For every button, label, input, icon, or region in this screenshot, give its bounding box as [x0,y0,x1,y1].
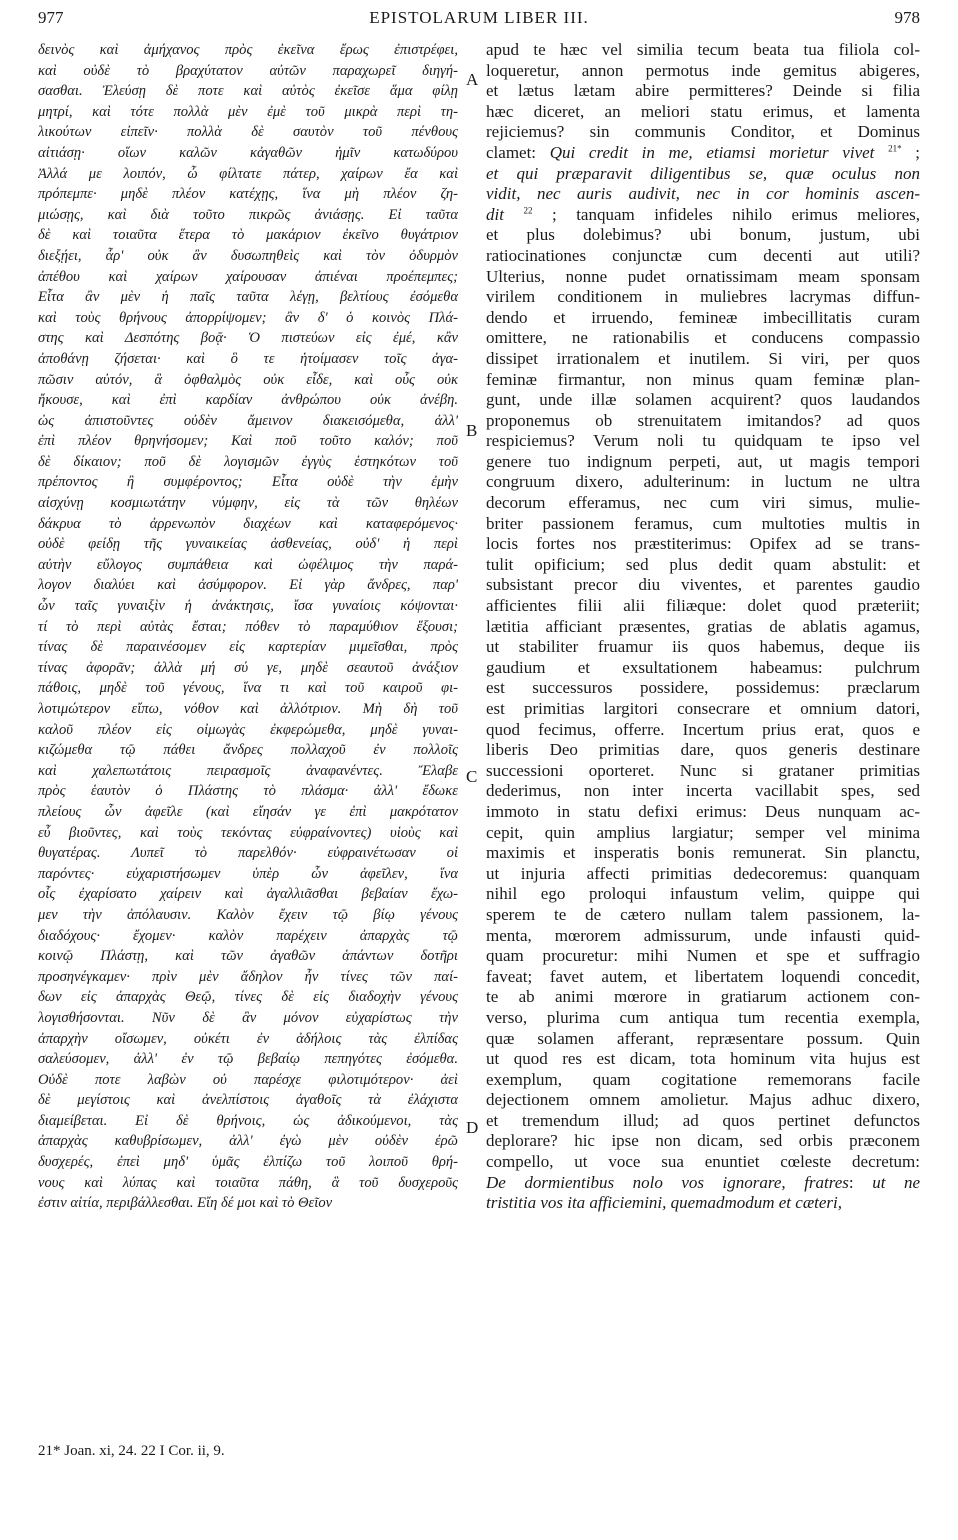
greek-line: αἰτιάσῃ· οἵων καλῶν κἀγαθῶν ἡμῖν κατωδύρου [38,144,458,161]
greek-line: πλείους ὧν ἀφεῖλε (καὶ εἴησάν γε ἐπὶ μακρότατον [38,803,458,820]
greek-line: Ἀλλά με λοιπόν, ὦ φίλτατε πάτερ, χαίρων ἔα καὶ [38,165,458,182]
latin-line: est primitias largitori consecrare et omnium datori, [486,699,920,718]
greek-line: ἐπὶ πλέον θρηνήσομεν; Καὶ ποῦ τοῦτο καλόν; ποῦ [38,433,458,450]
greek-line: νους καὶ λύπας καὶ τοιαῦτα πάθη, ἃ τοῦ δυσχεροῦς [38,1174,458,1191]
latin-line: gunt, unde illæ solamen acquirent? quos laudandos [486,390,920,410]
latin-line: dissipet irrationalem et inutilem. Si viri, per quos [486,348,920,368]
latin-line: quæ solamen afferant, repræsentare possum. Quin [486,1028,920,1048]
latin-line: locis fortes nos præstiterimus: Opifex ad se trans- [486,534,920,554]
greek-line: ὧν ταῖς γυναιξὶν ἡ ἀνάκτησις, ἴσα γυναίοις κόψονται· [38,598,458,615]
greek-line: καὶ τοὺς θρήνους ἀπορρίψομεν; ἂν δ' ὁ κοινὸς Πλά- [38,309,458,326]
greek-line: παρόντες· εὐχαριστήσωμεν ὑπὲρ ὧν ἀφεῖλεν, ἵνα [38,865,458,882]
greek-line: πρέποντος ἢ συμφέροντος; Εἶτα οὐδὲ τὴν ἐμὴν [38,474,458,491]
greek-line: ἀπέθου καὶ χαίρων χαίρουσαν ἀπιέναι προέπεμπες; [38,268,458,285]
latin-column [486,40,920,1214]
latin-line: Ulterius, nonne pudet ornatissimam meam sponsam [486,266,920,286]
latin-line: congruum dixero, adulterinum: in luctum ne ultra [486,472,920,492]
greek-line: ἀποθάνῃ ζήσεται· καὶ ὃ τε ἡτοίμασεν τοῖς ἀγα- [38,350,458,367]
latin-line: genere tuo indignum perpeti, aut, ut magis tempori [486,451,920,471]
latin-line: faveat; favet autem, et libertatem loquendi concedit, [486,966,920,986]
latin-line: verso, plurima cum antiqua tum recentia exempla, [486,1007,920,1027]
greek-line: ὡς ἀπιστοῦντες οὐδὲν ἄμεινον διακεισόμεθα, ἀλλ' [38,412,458,429]
greek-line: προσηνέγκαμεν· πρὶν μὲν ἄδηλον ἦν τίνες τῶν παί- [38,968,458,985]
latin-line: ratiocinationes conjunctæ cum decenti aut utili? [486,245,920,265]
greek-line: λογον διαλύει καὶ ἀσύμφορον. Εἰ γὰρ ἄνδρες, παρ' [38,577,458,594]
margin-letter-d: D [466,1118,479,1137]
greek-line: δὲ δίκαιον; ποῦ δὲ λογισμῶν ἐγγὺς ἑστηκότων τοῦ [38,453,458,470]
latin-line: ut stabiliter fruamur iis quos habemus, deque iis [486,637,920,657]
latin-line: dendo et irruendo, femineæ imbecillitatis curam [486,307,920,327]
greek-line: αὐτὴν εὔλογος συμπάθεια καὶ ὠφέλιμος τὴν παρά- [38,556,458,573]
latin-line: ut quod res est dicam, tota hominum vita hujus est [486,1049,920,1069]
latin-line: tulit opificium; sed plus dedit quam abstulit: et [486,554,920,574]
greek-line: δὲ καὶ τοιαῦτα ἕτερα τὸ μακάριον ἐκεῖνο θυγάτριον [38,227,458,244]
latin-line: sperem te de cætero nullam talem passionem, la- [486,904,920,924]
greek-line: κιζώμεθα τῷ πάθει ἄνδρες πολλαχοῦ ἐν πολλοῖς [38,742,458,759]
latin-line: vidit, nec auris audivit, nec in cor hominis ascen- [486,184,920,204]
page-number-right: 978 [894,8,920,27]
greek-line: δυσχερές, ἐπεὶ μηδ' ὑμᾶς ἐλπίζω τοῦ λοιποῦ θρή- [38,1154,458,1171]
greek-line: οὐδὲ φείδῃ τῆς γυναικείας ἀσθενείας, οὐδ' ἡ περὶ [38,536,458,553]
latin-line: ut injuria affecti primitias dedecoremus: quanquam [486,863,920,883]
latin-line: afficientes filii alii filiæque: dolet quod præteriit; [486,596,920,616]
latin-line: liberis Deo primitias dare, quos generis destinare [486,740,920,760]
latin-line: rejiciemus? sin communis Conditor, et Dominus [486,122,920,142]
greek-line: δων εἰς ἀπαρχὰς Θεῷ, τίνες δὲ εἰς διαδοχὴν γένους [38,989,458,1006]
latin-line: et lætus lætam abire permitteres? Deinde si filia [486,81,920,101]
latin-line: tristitia vos ita afficiemini, quemadmodum et cæteri, [486,1193,843,1213]
latin-line: omittere, ne rationabilis et conducens compassio [486,328,920,348]
greek-line: ἐστιν αἰτία, περιβάλλεσθαι. Εἴη δέ μοι καὶ τὸ Θεῖον [38,1195,333,1212]
greek-line: μητρί, καὶ τότε πολλὰ μὲν ἐμὲ τοῦ μικρὰ περὶ τη- [38,103,458,120]
greek-line: δάκρυα τὸ ἀρρενωπὸν διαχέων καὶ καταφερόμενος· [38,515,458,532]
greek-line: ἀπαρχὴν οἴσωμεν, οὐκέτι ἐν ἀδήλοις τὰς ἐλπίδας [38,1030,458,1047]
greek-line: οἷς ἐχαρίσατο χαίρειν καὶ ἀγαλλιᾶσθαι βεβαίαν ἔχω- [38,886,458,903]
greek-line: σαλεύσομεν, ἀλλ' ἐν τῷ βεβαίῳ πεπηγότες ἐσόμεθα. [38,1051,458,1068]
latin-line: virilem conditionem in muliebres lacrymas diffun- [486,287,920,307]
latin-line: exemplum, quam cogitatione rememorans facile [486,1069,920,1089]
latin-line: decorum efferamus, nec cum viri simus, mulie- [486,493,920,513]
greek-line: διαμείβεται. Εἰ δὲ θρήνοις, ὡς ἀδικούμενοι, τὰς [38,1112,458,1129]
latin-line: maximis et insperatis bonis remunerat. Sin planctu, [486,843,920,863]
latin-line: quod fecimus, offerre. Incertum prius erat, quos e [486,719,920,739]
margin-letter-c: C [466,767,478,786]
latin-line: hæc diceret, an meliori statu erimus, et lamenta [486,101,920,121]
latin-line: est successuros possidere, possidemus: præclarum [486,678,920,698]
greek-line: ἀπαρχὰς καθυβρίσωμεν, ἀλλ' ἐγὼ μὲν οὐδὲν ἐρῶ [38,1133,458,1150]
latin-line: te ab animi mœrore in gratiarum actionem con- [486,987,920,1007]
latin-line: De dormientibus nolo vos ignorare, fratres: ut ne [486,1172,920,1192]
greek-line: πρὸς ἑαυτὸν ὁ Πλάστης τὸ πλάσμα· ἀλλ' ἔδωκε [38,783,458,800]
latin-line: menta, mœrorem admissurum, unde infausti quid- [486,925,920,945]
latin-line: loqueretur, annon permotus inde gemitus abigeres, [486,60,920,80]
latin-line: proponemus ob strenuitatem imitandos? ad quos [486,410,920,430]
latin-line: feminæ firmantur, non minus quam feminæ plan- [486,369,920,389]
greek-line: τίνας ἀφορᾶν; ἀλλὰ μή σύ γε, μηδὲ σεαυτοῦ ἀνάξιον [38,659,458,676]
greek-line: σασθαι. Ἐλεύσῃ δὲ ποτε καὶ αὐτὸς ἐκεῖσε ἅμα φίλῃ [38,83,458,100]
margin-letter-a: A [466,70,479,89]
greek-line: μεν τὴν ἀπόλαυσιν. Καλὸν ἔχειν τῷ βίῳ γένους [38,906,458,923]
greek-line: καὶ χαλεπωτάτοις πειρασμοῖς ἀναφανέντες. Ἔλαβε [38,762,458,779]
latin-line: subsistant precor diu viventes, et parentes gaudio [486,575,920,595]
latin-line: successioni oporteret. Nunc si grataner primitias [486,760,920,780]
greek-line: καλοῦ πλέον εἰς οἰμωγὰς ἐκφερώμεθα, μηδὲ γυναι- [38,721,458,738]
latin-line: apud te hæc vel similia tecum beata tua filiola col- [486,40,920,59]
greek-line: πῶσιν αὐτόν, ἃ ὀφθαλμὸς οὐκ εἶδε, καὶ οὖς οὐκ [38,371,458,388]
greek-line: θυγατέρας. Λυπεῖ τὸ παρελθόν· εὐφραινέτωσαν οἱ [38,845,458,862]
footnote: 21* Joan. xi, 24. 22 I Cor. ii, 9. [38,1443,225,1459]
greek-line: μιώσῃς, καὶ διὰ τοῦτο πικρῶς ἀνιάσῃς. Εἰ ταῦτα [38,206,458,223]
page-number-left: 977 [38,8,64,27]
latin-line: compello, ut voce sua enuntiet cœleste decretum: [486,1152,920,1172]
latin-line: et tremendum illud; ad quos pertinet defunctos [486,1110,920,1130]
greek-line: τίνας δὲ παραινέσομεν εἰς καρτερίαν μιμεῖσθαι, πρὸς [38,639,458,656]
greek-line: λικούτων εἰπεῖν· πολλὰ δὲ σαυτὸν τοῦ πένθους [38,124,458,141]
greek-line: Εἶτα ἂν μὲν ἡ παῖς ταῦτα λέγῃ, βελτίους ἐσόμεθα [38,289,458,306]
greek-column [38,40,458,1214]
greek-line: κοινῷ Πλάστῃ, καὶ τῶν ἀγαθῶν ἁπάντων δοτῆρι [38,948,458,965]
latin-line: deplorare? hic ipse non dicam, sed orbis præconem [486,1131,920,1151]
latin-line: lætitia afficiant præsentes, gratias de ablatis agamus, [486,616,920,636]
latin-line: et plus dolebimus? ubi bonum, justum, ubi [486,225,920,245]
latin-line: et qui præparavit diligentibus se, quæ oculus non [486,163,920,183]
greek-line: τί τὸ περὶ αὐτὰς ἔσται; πόθεν τὸ παραμύθιον ἕξουσι; [38,618,458,635]
latin-line: dejectionem omnem amolietur. Majus adhuc dixero, [486,1090,920,1110]
latin-line: nihil ego proloqui infaustum velim, quippe qui [486,884,920,904]
running-title: EPISTOLARUM LIBER III. [369,8,589,27]
greek-line: καὶ οὐδὲ τὸ βραχύτατον αὐτῶν παραχωρεῖ διηγή- [38,62,458,79]
margin-letter-b: B [466,421,478,440]
greek-line: λοτιμώτερον εἴπω, νόθον καὶ ἀλλότριον. Μὴ δὴ τοῦ [38,701,458,717]
greek-line: εὖ βιοῦντες, καὶ τοὺς τεκόντας εὐφραίνοντες) υἱοὺς καὶ [38,824,458,841]
latin-line: quam procuretur: mihi Numen et spe et suffragio [486,946,920,966]
greek-line: Οὐδὲ ποτε λαβὼν οὐ παρέσχε φιλοτιμότερον· ἀεὶ [38,1071,458,1088]
latin-line: cepit, quin amplius largiatur; semper vel minima [486,822,920,842]
greek-line: διαδόχους· ἔχομεν· καλὸν παρέχειν ἀπαρχὰς τῷ [38,927,458,944]
latin-line: dederimus, non inter incerta vacillabit spes, sed [486,781,920,801]
greek-line: λογισθήσονται. Νῦν δὲ ἂν μόνον εὐχαρίστως τὴν [38,1009,458,1026]
greek-line: πάθοις, μηδὲ τοῦ γένους, ἵνα τι καὶ τοῦ καιροῦ φι- [38,680,458,697]
greek-line: διεξῄει, ἆρ' οὐκ ἂν δυσωπηθεὶς καὶ τὸν ὀδυρμὸν [38,247,458,264]
latin-line: respiciemus? Verum noli tu quidquam te ipso vel [486,431,920,451]
greek-line: δεινὸς καὶ ἀμήχανος πρὸς ἐκεῖνα ἔρως ἐπιστρέφει, [38,42,458,58]
latin-line: clamet: Qui credit in me, etiamsi morietur vivet $^{21*}$ ; [486,142,920,162]
greek-line: στης καὶ Δεσπότης βοᾷ· Ὁ πιστεύων εἰς ἐμέ, κἂν [38,330,458,347]
latin-line: briter passionem feramus, cum multoties multis in [486,513,920,533]
latin-line: gaudium et exsultationem habeamus: pulchrum [486,657,920,677]
greek-line: πρόπεμπε· μηδὲ πλέον κατέχῃς, ἵνα μὴ πλέον ζη- [38,186,458,203]
greek-line: αἰσχύνῃ κοσμιωτάτην νύμφην, εἰς τὰ τῶν θηλέων [38,495,458,512]
greek-line: δὲ μεγίστοις καὶ ἀνελπίστοις ἀγαθοῖς τὰ ἐλάχιστα [38,1092,458,1109]
latin-line: immoto in statu defixi erimus: Deus nunquam ac- [486,801,920,821]
latin-line: dit $^{22}$ ; tanquam infideles nihilo erimus meliores, [486,204,920,224]
greek-line: ἤκουσε, καὶ ἐπὶ καρδίαν ἀνθρώπου οὐκ ἀνέβη. [38,392,458,409]
